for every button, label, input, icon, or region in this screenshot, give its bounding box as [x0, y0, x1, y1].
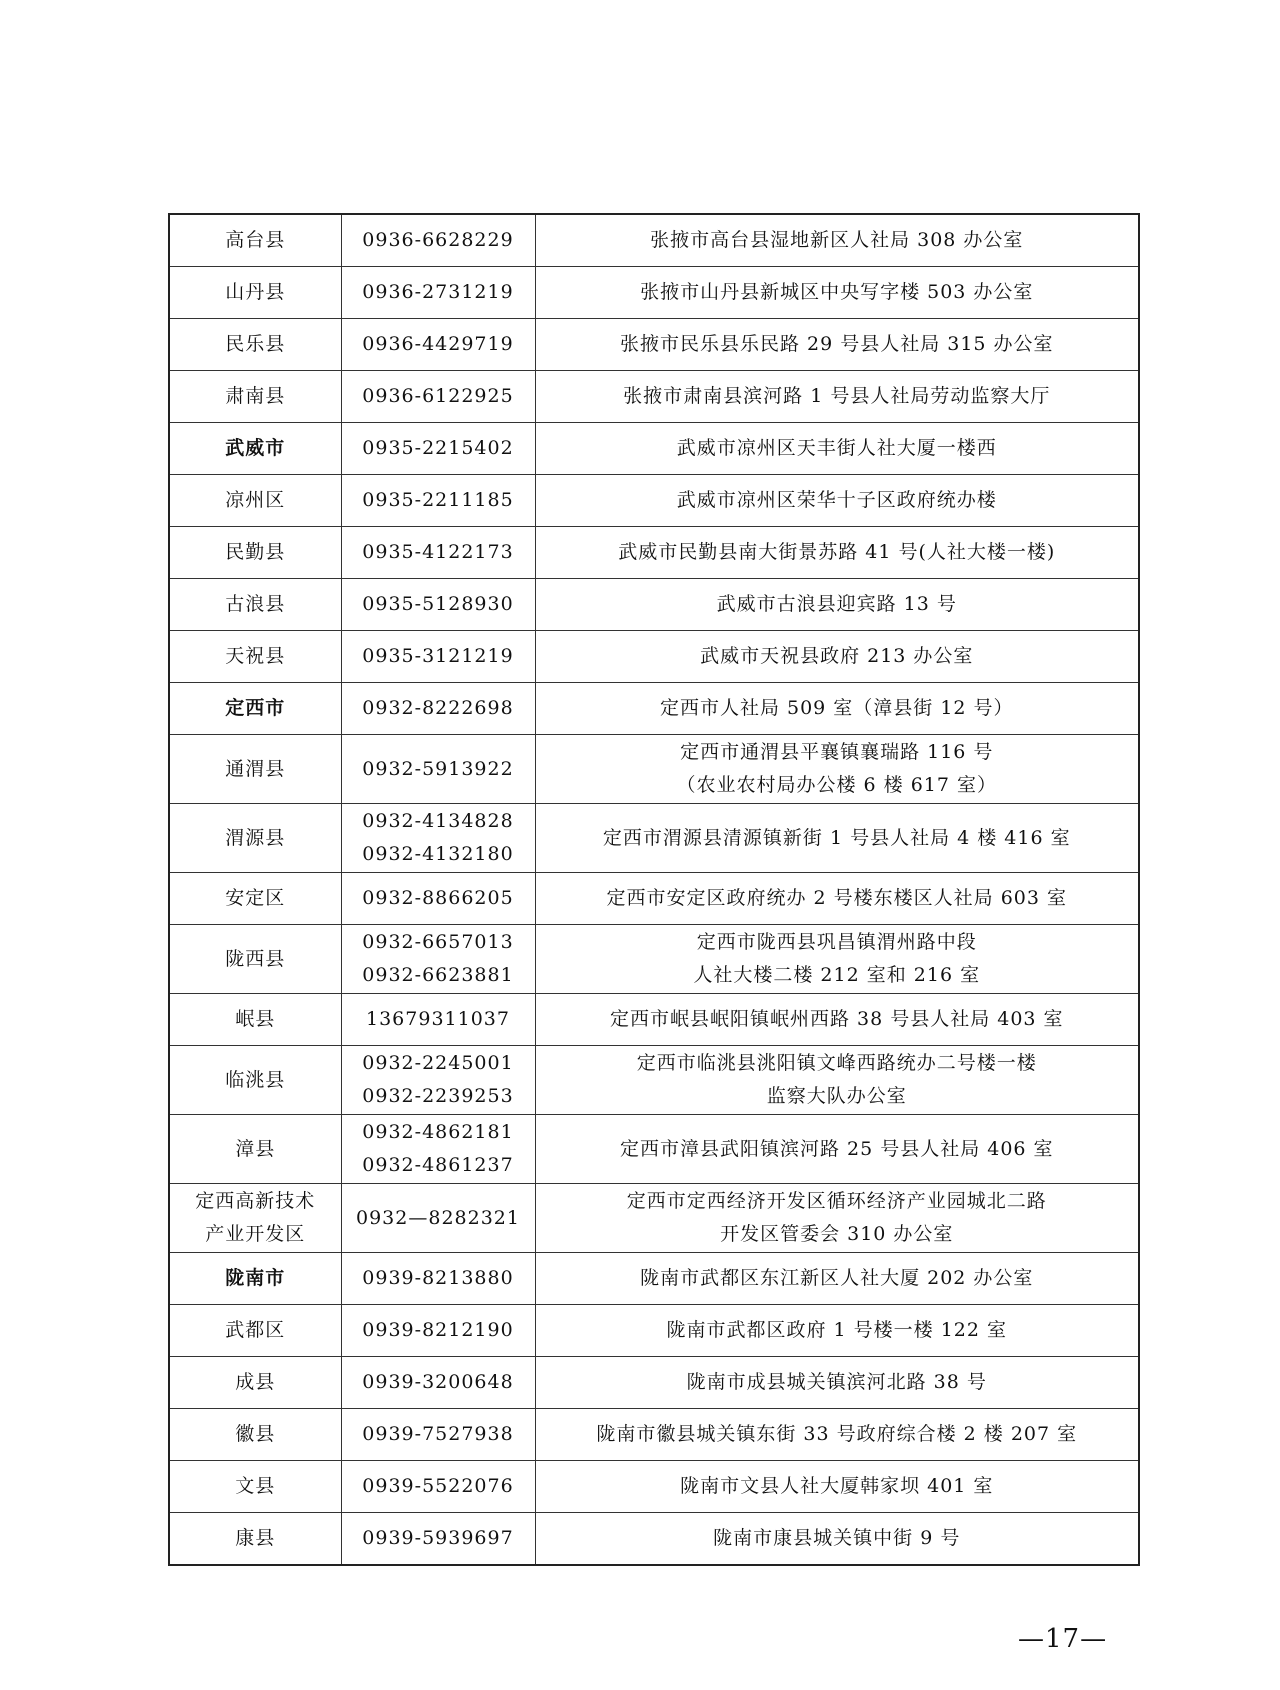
address-cell [535, 1184, 1139, 1253]
address-line: 张掖市民乐县乐民路 29 号县人社局 315 办公室 [619, 333, 1054, 355]
address-line: 武威市凉州区天丰街人社大厦一楼西 [676, 437, 997, 459]
table-row [169, 267, 1139, 319]
address-cell [535, 371, 1139, 423]
phone-cell [341, 1513, 535, 1566]
region-name-cell [169, 994, 341, 1046]
phone-cell [341, 1357, 535, 1409]
region-name-cell [169, 475, 341, 527]
phone-cell [341, 475, 535, 527]
phone-cell [341, 371, 535, 423]
phone-number: 0932-4862181 [362, 1121, 514, 1143]
address-line: 陇南市康县城关镇中街 9 号 [713, 1527, 961, 1549]
phone-number: 13679311037 [366, 1008, 510, 1030]
region-name-cell [169, 1461, 341, 1513]
phone-number: 0932-4132180 [362, 843, 514, 865]
region-name-cell [169, 631, 341, 683]
phone-number: 0939-8213880 [362, 1267, 514, 1289]
address-line: 武威市凉州区荣华十子区政府统办楼 [676, 489, 997, 511]
address-cell [535, 1253, 1139, 1305]
region-name-cell [169, 1305, 341, 1357]
address-cell [535, 1461, 1139, 1513]
address-cell [535, 994, 1139, 1046]
region-name: 文县 [235, 1475, 276, 1497]
address-cell [535, 579, 1139, 631]
region-name: 临洮县 [225, 1068, 286, 1091]
address-line: 武威市天祝县政府 213 办公室 [700, 645, 974, 667]
region-name: 武威市 [225, 437, 286, 459]
phone-number: 0936-4429719 [362, 333, 514, 355]
phone-number: 0935-2215402 [362, 437, 514, 459]
phone-cell [341, 1184, 535, 1253]
phone-cell [341, 925, 535, 994]
address-line: 张掖市高台县湿地新区人社局 308 办公室 [650, 229, 1024, 251]
table-row [169, 579, 1139, 631]
phone-cell [341, 1115, 535, 1184]
address-cell [535, 1046, 1139, 1115]
table-row [169, 804, 1139, 873]
region-name: 武都区 [225, 1319, 286, 1341]
phone-number: 0932-5913922 [362, 757, 514, 780]
address-line: 陇南市文县人社大厦韩家坝 401 室 [680, 1475, 994, 1497]
table-row [169, 1513, 1139, 1566]
table-row [169, 1357, 1139, 1409]
address-cell [535, 804, 1139, 873]
phone-cell [341, 319, 535, 371]
address-line: 陇南市徽县城关镇东街 33 号政府综合楼 2 楼 207 室 [596, 1423, 1078, 1445]
region-name-cell [169, 214, 341, 267]
address-cell [535, 925, 1139, 994]
phone-number: 0939-8212190 [362, 1319, 514, 1341]
phone-cell [341, 423, 535, 475]
region-name: 定西市 [225, 697, 286, 719]
phone-cell [341, 527, 535, 579]
region-name-cell [169, 371, 341, 423]
table-row [169, 925, 1139, 994]
region-name-cell [169, 1253, 341, 1305]
phone-number: 0936-6122925 [362, 385, 514, 407]
table-row [169, 371, 1139, 423]
phone-cell [341, 994, 535, 1046]
region-name: 民勤县 [225, 541, 286, 563]
address-line: 武威市古浪县迎宾路 13 号 [716, 593, 957, 615]
region-name: 成县 [235, 1371, 276, 1393]
phone-cell [341, 1046, 535, 1115]
page-number: —17— [1018, 1624, 1108, 1654]
phone-number: 0936-2731219 [362, 281, 514, 303]
region-name-cell [169, 1184, 341, 1253]
table-row [169, 873, 1139, 925]
phone-cell [341, 631, 535, 683]
address-line: 定西市临洮县洮阳镇文峰西路统办二号楼一楼 [636, 1052, 1037, 1074]
phone-cell [341, 873, 535, 925]
table-row [169, 527, 1139, 579]
address-cell [535, 475, 1139, 527]
address-cell [535, 527, 1139, 579]
table-row [169, 1184, 1139, 1253]
region-name-cell [169, 1357, 341, 1409]
address-line: 定西市通渭县平襄镇襄瑞路 116 号 [680, 741, 994, 763]
region-name-cell [169, 267, 341, 319]
address-line: 定西市岷县岷阳镇岷州西路 38 号县人社局 403 室 [609, 1008, 1064, 1030]
region-name-cell [169, 683, 341, 735]
region-name: 山丹县 [225, 281, 286, 303]
address-cell [535, 735, 1139, 804]
phone-number: 0939-5939697 [362, 1527, 514, 1549]
region-name: 通渭县 [225, 757, 286, 780]
address-line: 张掖市肃南县滨河路 1 号县人社局劳动监察大厅 [623, 385, 1051, 407]
address-cell [535, 631, 1139, 683]
region-name: 肃南县 [225, 385, 286, 407]
table-row [169, 475, 1139, 527]
region-name-cell [169, 925, 341, 994]
phone-cell [341, 1253, 535, 1305]
region-name-cell [169, 735, 341, 804]
table-row [169, 1046, 1139, 1115]
table-row [169, 631, 1139, 683]
phone-cell [341, 735, 535, 804]
phone-cell [341, 267, 535, 319]
region-name: 高台县 [225, 229, 286, 251]
address-line: （农业农村局办公楼 6 楼 617 室） [676, 774, 997, 796]
phone-number: 0939-5522076 [362, 1475, 514, 1497]
address-cell [535, 1305, 1139, 1357]
phone-number: 0935-4122173 [362, 541, 514, 563]
region-name-cell [169, 1115, 341, 1184]
table-row [169, 214, 1139, 267]
region-name-cell [169, 423, 341, 475]
phone-cell [341, 683, 535, 735]
region-name: 漳县 [235, 1137, 276, 1160]
address-line: 定西市安定区政府统办 2 号楼东楼区人社局 603 室 [606, 887, 1067, 909]
region-name: 岷县 [235, 1008, 276, 1030]
address-cell [535, 214, 1139, 267]
phone-number: 0939-7527938 [362, 1423, 514, 1445]
region-name-cell [169, 1409, 341, 1461]
address-line: 定西市定西经济开发区循环经济产业园城北二路 [626, 1190, 1047, 1212]
region-name: 陇西县 [225, 947, 286, 970]
address-cell [535, 1513, 1139, 1566]
address-line: 定西市渭源县清源镇新街 1 号县人社局 4 楼 416 室 [602, 826, 1071, 849]
table-row [169, 423, 1139, 475]
table-row [169, 1253, 1139, 1305]
region-name: 凉州区 [225, 489, 286, 511]
phone-number: 0935-2211185 [362, 489, 514, 511]
table-row [169, 1115, 1139, 1184]
region-name: 徽县 [235, 1423, 276, 1445]
table-row [169, 319, 1139, 371]
region-name: 民乐县 [225, 333, 286, 355]
region-name-cell [169, 873, 341, 925]
address-line: 监察大队办公室 [766, 1085, 907, 1107]
table-row [169, 683, 1139, 735]
phone-number: 0932-2245001 [362, 1052, 514, 1074]
address-line: 人社大楼二楼 212 室和 216 室 [693, 964, 981, 986]
phone-number: 0932-8222698 [362, 697, 514, 719]
contact-table [168, 213, 1140, 1566]
phone-cell [341, 1461, 535, 1513]
phone-cell [341, 1305, 535, 1357]
phone-number: 0932-6623881 [362, 964, 514, 986]
region-name-cell [169, 804, 341, 873]
table-row [169, 735, 1139, 804]
region-name-cell [169, 579, 341, 631]
table-row [169, 994, 1139, 1046]
region-name: 安定区 [225, 887, 286, 909]
region-name: 陇南市 [225, 1267, 286, 1289]
region-name-cell [169, 319, 341, 371]
phone-cell [341, 1409, 535, 1461]
contact-table-body [169, 214, 1139, 1565]
region-name: 康县 [235, 1527, 276, 1549]
address-cell [535, 1357, 1139, 1409]
address-line: 陇南市成县城关镇滨河北路 38 号 [686, 1371, 987, 1393]
address-line: 定西市人社局 509 室（漳县街 12 号） [659, 697, 1014, 719]
region-name: 天祝县 [225, 645, 286, 667]
region-name: 渭源县 [225, 826, 286, 849]
address-cell [535, 267, 1139, 319]
phone-number: 0935-5128930 [362, 593, 514, 615]
address-cell [535, 1115, 1139, 1184]
phone-cell [341, 804, 535, 873]
phone-number: 0932-2239253 [362, 1085, 514, 1107]
address-line: 陇南市武都区东江新区人社大厦 202 办公室 [640, 1267, 1034, 1289]
table-row [169, 1409, 1139, 1461]
table-row [169, 1461, 1139, 1513]
address-line: 陇南市武都区政府 1 号楼一楼 122 室 [666, 1319, 1007, 1341]
phone-number: 0936-6628229 [362, 229, 514, 251]
region-name-cell [169, 1513, 341, 1566]
region-name: 古浪县 [225, 593, 286, 615]
phone-number: 0932-6657013 [362, 931, 514, 953]
phone-cell [341, 214, 535, 267]
region-name-line: 产业开发区 [205, 1223, 306, 1245]
phone-number: 0932-8866205 [362, 887, 514, 909]
table-row [169, 1305, 1139, 1357]
address-line: 武威市民勤县南大街景苏路 41 号(人社大楼一楼) [618, 541, 1056, 563]
address-line: 开发区管委会 310 办公室 [720, 1223, 954, 1245]
address-line: 张掖市山丹县新城区中央写字楼 503 办公室 [640, 281, 1034, 303]
region-name-line: 定西高新技术 [195, 1190, 316, 1212]
address-cell [535, 683, 1139, 735]
region-name-cell [169, 1046, 341, 1115]
address-cell [535, 1409, 1139, 1461]
address-cell [535, 423, 1139, 475]
address-cell [535, 319, 1139, 371]
phone-number: 0932—8282321 [356, 1206, 520, 1229]
address-cell [535, 873, 1139, 925]
region-name-cell [169, 527, 341, 579]
address-line: 定西市漳县武阳镇滨河路 25 号县人社局 406 室 [619, 1137, 1054, 1160]
phone-number: 0932-4861237 [362, 1154, 514, 1176]
phone-number: 0939-3200648 [362, 1371, 514, 1393]
phone-number: 0932-4134828 [362, 810, 514, 832]
phone-cell [341, 579, 535, 631]
phone-number: 0935-3121219 [362, 645, 514, 667]
address-line: 定西市陇西县巩昌镇渭州路中段 [696, 931, 977, 953]
